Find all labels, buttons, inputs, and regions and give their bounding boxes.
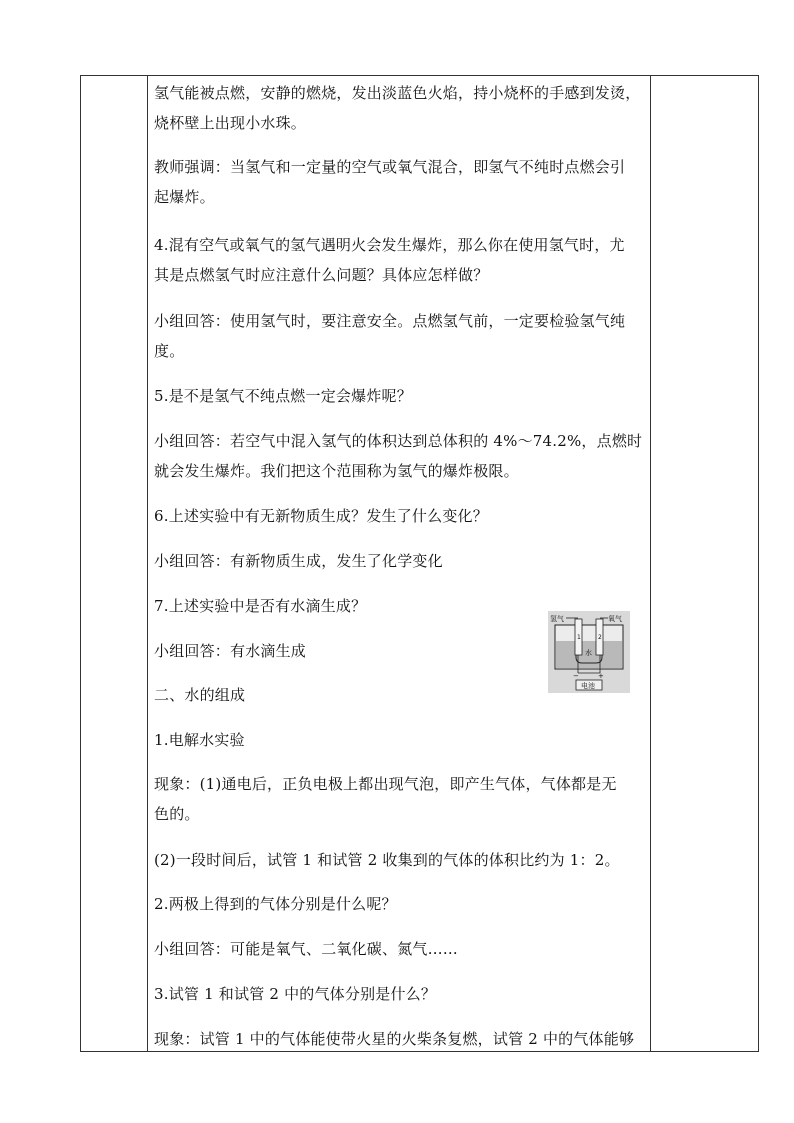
paragraph: 现象：试管 1 中的气体能使带火星的火柴条复燃，试管 2 中的气体能够 <box>154 1030 635 1048</box>
tube-1-label: 1 <box>577 634 581 641</box>
paragraph: 6.上述实验中有无新物质生成？发生了什么变化？ <box>154 507 488 525</box>
paragraph: 3.试管 1 和试管 2 中的气体分别是什么？ <box>154 985 437 1003</box>
label-hydrogen: 氢气 <box>550 615 564 623</box>
paragraph: 7.上述实验中是否有水滴生成？ <box>154 597 367 615</box>
paragraph: 1.电解水实验 <box>154 731 245 749</box>
tube-2-label: 2 <box>598 634 602 641</box>
paragraph: 4.混有空气或氧气的氢气遇明火会发生爆炸，那么你在使用氢气时，尤 其是点燃氢气时应注意什么问题？具体应怎样做？ <box>154 236 625 284</box>
section-heading: 二、水的组成 <box>154 686 246 704</box>
paragraph: 小组回答：使用氢气时，要注意安全。点燃氢气前，一定要检验氢气纯 度。 <box>154 312 626 360</box>
plus-sign: + <box>598 672 604 680</box>
paragraph: (2)一段时间后，试管 1 和试管 2 收集到的气体的体积比约为 1：2。 <box>154 851 620 869</box>
column-divider-left <box>147 76 148 1051</box>
paragraph: 小组回答：若空气中混入氢气的体积达到总体积的 4%～74.2%，点燃时 就会发生爆炸。我们把这个范围称为氢气的爆炸极限。 <box>154 432 643 480</box>
water-label: 水 <box>585 649 592 657</box>
paragraph: 小组回答：有新物质生成，发生了化学变化 <box>154 552 443 570</box>
paragraph: 教师强调：当氢气和一定量的空气或氧气混合，即氢气不纯时点燃会引 起爆炸。 <box>154 158 626 206</box>
electrolysis-apparatus-figure <box>548 611 630 693</box>
paragraph: 现象：(1)通电后，正负电极上都出现气泡，即产生气体，气体都是无 色的。 <box>154 775 617 823</box>
paragraph: 5.是不是氢气不纯点燃一定会爆炸呢？ <box>154 387 412 405</box>
paragraph: 氢气能被点燃，安静的燃烧，发出淡蓝色火焰，持小烧杯的手感到发烫， 烧杯壁上出现小水珠。 <box>154 84 641 132</box>
paragraph: 小组回答：有水滴生成 <box>154 642 307 660</box>
paragraph: 2.两极上得到的气体分别是什么呢？ <box>154 895 397 913</box>
paragraph: 小组回答：可能是氧气、二氧化碳、氮气…… <box>154 940 459 958</box>
minus-sign: − <box>573 672 579 680</box>
column-divider-right <box>650 76 651 1051</box>
label-oxygen: 氧气 <box>608 615 622 623</box>
battery-label: 电池 <box>581 682 595 690</box>
